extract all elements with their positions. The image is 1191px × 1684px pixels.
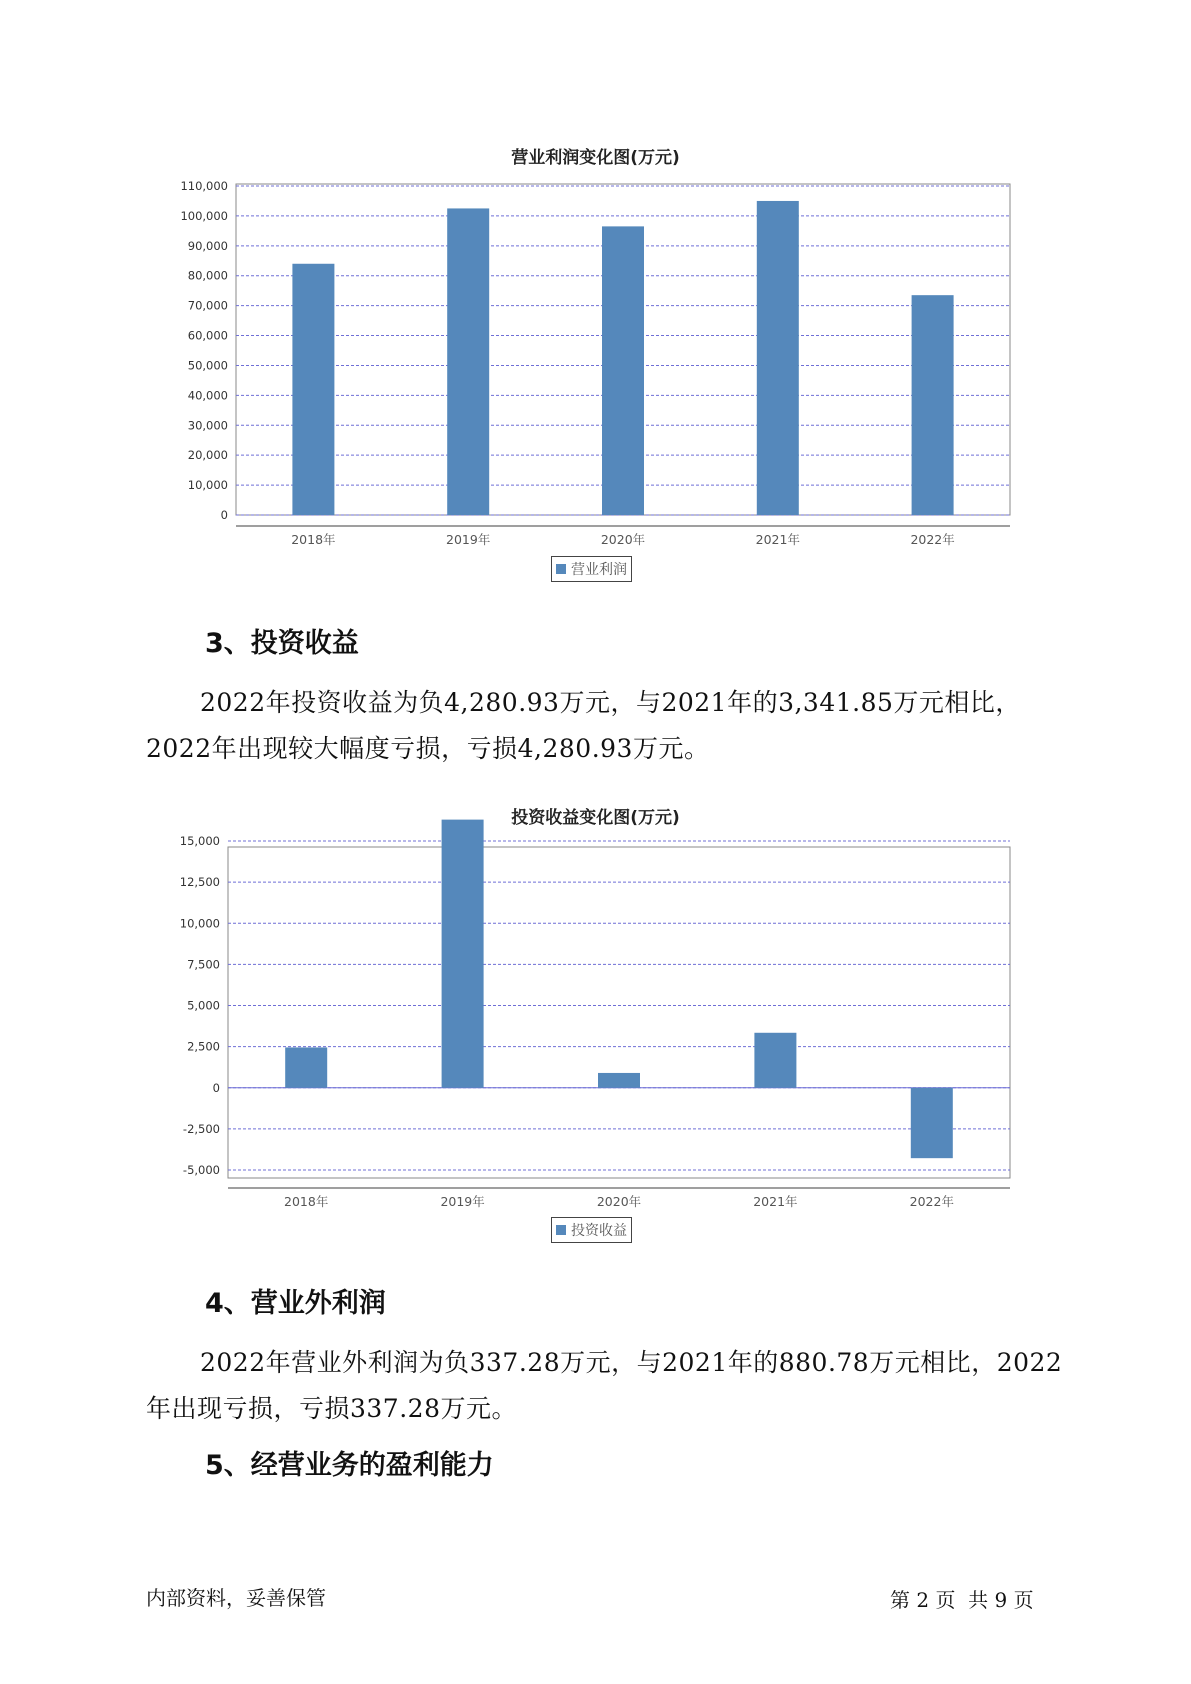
y-tick-label: 50,000 <box>187 358 228 373</box>
x-category-label: 2022年 <box>909 1194 954 1209</box>
plot-frame <box>228 847 1010 1178</box>
x-category-label: 2020年 <box>596 1194 642 1209</box>
bar-2019年 <box>442 820 484 1088</box>
y-tick-label: -5,000 <box>182 1163 220 1177</box>
y-tick-label: 110,000 <box>180 179 228 193</box>
bar-2018年 <box>285 1047 327 1087</box>
x-category-label: 2018年 <box>291 532 336 547</box>
x-category-label: 2021年 <box>755 532 800 547</box>
x-category-label: 2018年 <box>284 1194 329 1209</box>
y-tick-label: 15,000 <box>179 834 220 848</box>
y-tick-label: 70,000 <box>187 298 228 313</box>
x-category-label: 2020年 <box>600 532 646 547</box>
y-tick-label: 0 <box>212 1080 220 1095</box>
section-3-heading: 3、投资收益 <box>205 628 359 659</box>
y-tick-label: 2,500 <box>187 1039 220 1054</box>
y-tick-label: -2,500 <box>182 1121 220 1136</box>
y-tick-label: 5,000 <box>187 998 220 1013</box>
legend-swatch <box>556 1225 566 1235</box>
section-3-paragraph: 2022年投资收益为负4,280.93万元，与2021年的3,341.85万元相比，2022年出现较大幅度亏损，亏损4,280.93万元。 <box>146 688 1021 763</box>
y-tick-label: 60,000 <box>187 328 228 343</box>
y-tick-label: 40,000 <box>187 388 228 403</box>
y-tick-label: 12,500 <box>179 875 220 890</box>
x-category-label: 2019年 <box>446 532 491 547</box>
section-5-heading: 5、经营业务的盈利能力 <box>205 1450 494 1481</box>
footer-confidential-note: 内部资料，妥善保管 <box>146 1586 326 1610</box>
y-tick-label: 10,000 <box>179 916 220 931</box>
bar-2022年 <box>911 1088 953 1158</box>
y-tick-label: 100,000 <box>180 208 228 223</box>
y-tick-label: 20,000 <box>187 448 228 463</box>
y-tick-label: 80,000 <box>187 268 228 283</box>
section-4-heading: 4、营业外利润 <box>205 1288 386 1319</box>
x-category-label: 2022年 <box>910 532 955 547</box>
x-category-label: 2019年 <box>440 1194 485 1209</box>
chart2-legend <box>551 1217 632 1243</box>
y-tick-label: 0 <box>220 508 228 522</box>
y-tick-label: 10,000 <box>187 478 228 493</box>
chart2-legend-label: 投资收益 <box>571 1223 627 1239</box>
footer-page-number: 第 2 页 共 9 页 <box>890 1588 1034 1612</box>
chart1-legend-label: 营业利润 <box>571 562 627 578</box>
chart1-title: 营业利润变化图(万元) <box>511 148 680 168</box>
y-tick-label: 30,000 <box>187 418 228 433</box>
y-tick-label: 7,500 <box>187 957 220 972</box>
bar-2020年 <box>598 1073 640 1088</box>
y-tick-label: 90,000 <box>187 238 228 253</box>
x-category-label: 2021年 <box>753 1194 798 1209</box>
bar-2021年 <box>754 1033 796 1088</box>
section-4-paragraph: 2022年营业外利润为负337.28万元，与2021年的880.78万元相比，2022年出现亏损，亏损337.28万元。 <box>146 1348 1063 1423</box>
chart2-title: 投资收益变化图(万元) <box>511 808 680 828</box>
